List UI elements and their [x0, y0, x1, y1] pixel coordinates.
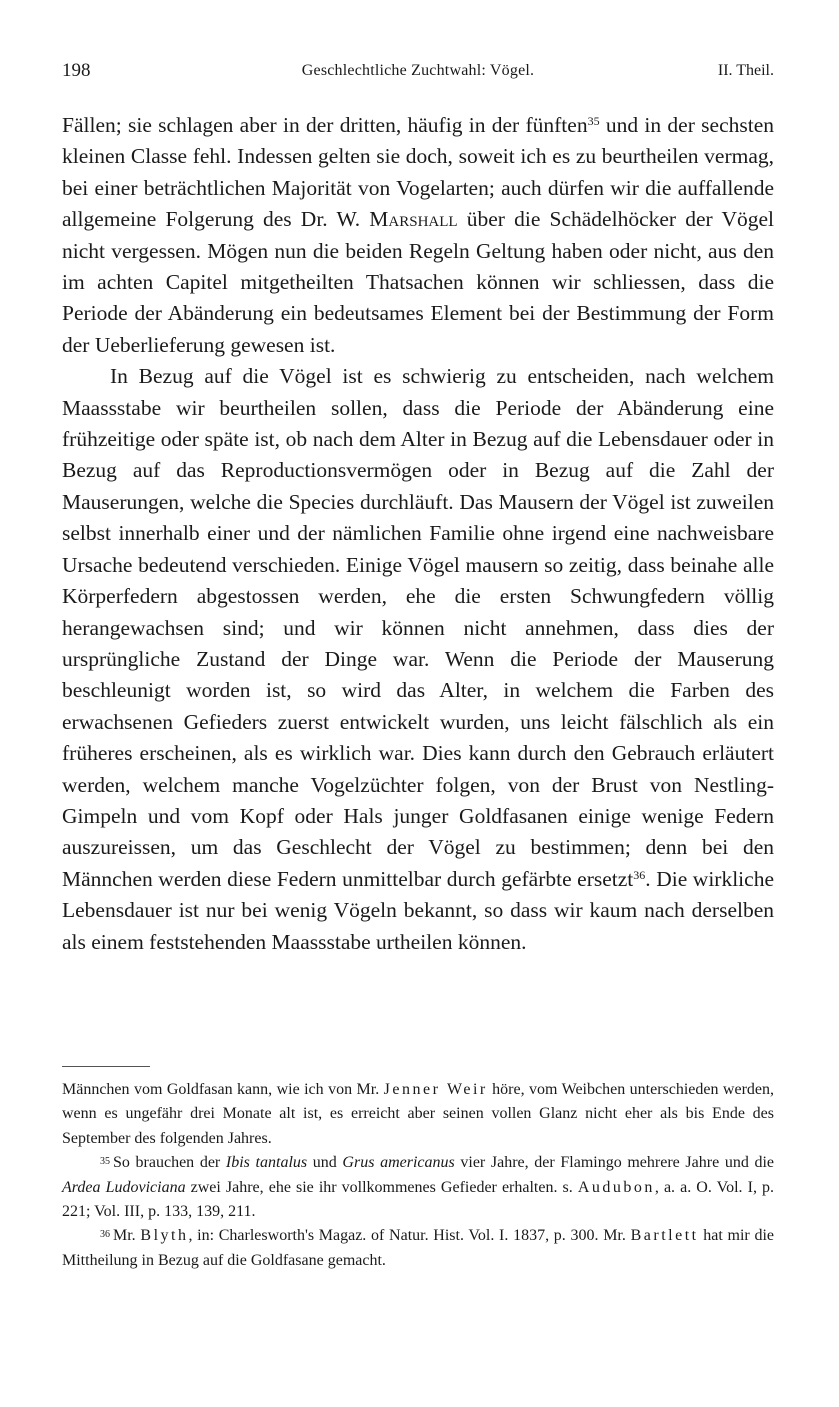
- footnote-35-text-a: So brauchen der: [113, 1154, 226, 1172]
- author-name-bartlett: Bartlett: [630, 1227, 699, 1245]
- footnote-36-text-c: hat mir die Mittheilung in Bezug auf die Goldfasane gemacht.: [62, 1227, 775, 1269]
- species-grus-americanus: Grus americanus: [342, 1154, 455, 1172]
- author-name-blyth: Blyth: [140, 1227, 189, 1245]
- footnote-36: [62, 1224, 774, 1273]
- footnote-35-text-c: vier Jahre, der Flamingo mehrere Jahre und die: [454, 1154, 775, 1172]
- footnote-35-mark: 35: [100, 1156, 110, 1168]
- footnote-36-text-b: , in: Charlesworth's Magaz. of Natur. Hist. Vol. I. 1837, p. 300. Mr.: [188, 1227, 631, 1245]
- footnotes: [62, 1078, 774, 1273]
- paragraph-1: [62, 110, 774, 361]
- footnote-continuation-text-b: höre, vom Weibchen unterschieden werden, wenn es ungefähr drei Monate alt ist, es erreicht aber seinen vollen Glanz nicht eher als bis Ende des September des folgenden Jahres.: [62, 1081, 775, 1147]
- footnote-continuation-text-a: Männchen vom Goldfasan kann, wie ich von Mr.: [62, 1081, 384, 1098]
- footnote-35-text-e: , a. a. O. Vol. I, p. 221; Vol. III, p. 133, 139, 211.: [62, 1178, 774, 1221]
- paragraph-1-text-a: Fällen; sie schlagen aber in der dritten, häufig in der fünften: [62, 113, 588, 137]
- species-ardea-ludoviciana: Ardea Ludoviciana: [62, 1178, 186, 1196]
- part-label: II. Theil.: [717, 62, 774, 79]
- species-ibis-tantalus: Ibis tantalus: [225, 1154, 308, 1172]
- footnote-36-text-a: Mr.: [113, 1227, 141, 1245]
- author-name-audubon: Audubon: [577, 1178, 655, 1196]
- main-text: [62, 110, 774, 958]
- running-title: Geschlechtliche Zuchtwahl: Vögel.: [301, 62, 535, 79]
- paragraph-2: [62, 361, 774, 958]
- footnote-ref-36: 36: [633, 867, 646, 882]
- paragraph-2-text-a: In Bezug auf die Vögel ist es schwierig zu entscheiden, nach welchem Maassstabe wir beurtheilen sollen, dass die Periode der Abänderung eine frühzeitige oder späte ist, ob nach dem Alter in Bezug auf die Lebensdauer oder in Bezug auf das Reproductionsvermögen oder in Bezug auf die Zahl der Mauserungen, welche die Species durchläuft. Das Mausern der Vögel ist zuweilen selbst innerhalb einer und der nämlichen Familie ohne irgend eine nachweisbare Ursache bedeutend verschieden. Einige Vögel mausern so zeitig, dass beinahe alle Körperfedern abgestossen werden, ehe die ersten Schwungfedern völlig herangewachsen sind; und wir können nicht annehmen, dass dies der ursprüngliche Zustand der Dinge war. Wenn die Periode der Mauserung beschleunigt worden ist, so wird das Alter, in welchem die Farben des erwachsenen Gefieders zuerst entwickelt wurden, uns leicht fälschlich als ein früheres erscheinen, als es wirklich war. Dies kann durch den Gebrauch erläutert werden, welchem manche Vogelzüchter folgen, von der Brust von Nestling-Gimpeln und vom Kopf oder Hals junger Goldfasanen einige wenige Federn auszureissen, um das Geschlecht der Vögel zu bestimmen; denn bei den Männchen werden diese Federn unmittelbar durch gefärbte ersetzt: [62, 364, 774, 891]
- paragraph-1-text-c: über die Schädelhöcker der Vögel nicht vergessen. Mögen nun die beiden Regeln Geltung haben oder nicht, aus den im achten Capitel mitgetheilten Thatsachen können wir schliessen, dass die Periode der Abänderung ein bedeutsames Element bei der Bestimmung der Form der Ueberlieferung gewesen ist.: [62, 207, 774, 357]
- paragraph-1-text-b: und in der sechsten kleinen Classe fehl. Indessen gelten sie doch, soweit ich es zu beurtheilen vermag, bei einer beträchtlichen Majorität von Vogelarten; auch dürfen wir die auffallende allgemeine Folgerung des Dr. W.: [62, 113, 775, 232]
- footnote-35-text-d: zwei Jahre, ehe sie ihr vollkommenes Gefieder erhalten. s.: [185, 1178, 578, 1196]
- page-header: [62, 60, 774, 84]
- footnote-35-text-b: und: [307, 1154, 343, 1172]
- author-name-marshall: Marshall: [369, 207, 458, 232]
- page-number: 198: [62, 60, 91, 81]
- footnote-35: [62, 1151, 774, 1224]
- footnote-continuation: [62, 1078, 774, 1151]
- author-name-jenner-weir: Jenner Weir: [383, 1081, 488, 1098]
- footnote-ref-35: 35: [587, 114, 600, 128]
- paragraph-2-text-b: . Die wirkliche Lebensdauer ist nur bei wenig Vögeln bekannt, so dass wir kaum nach derselben als einem feststehenden Maassstabe urtheilen können.: [62, 866, 774, 954]
- footnote-separator: [62, 1066, 150, 1067]
- footnote-36-mark: 36: [100, 1229, 110, 1241]
